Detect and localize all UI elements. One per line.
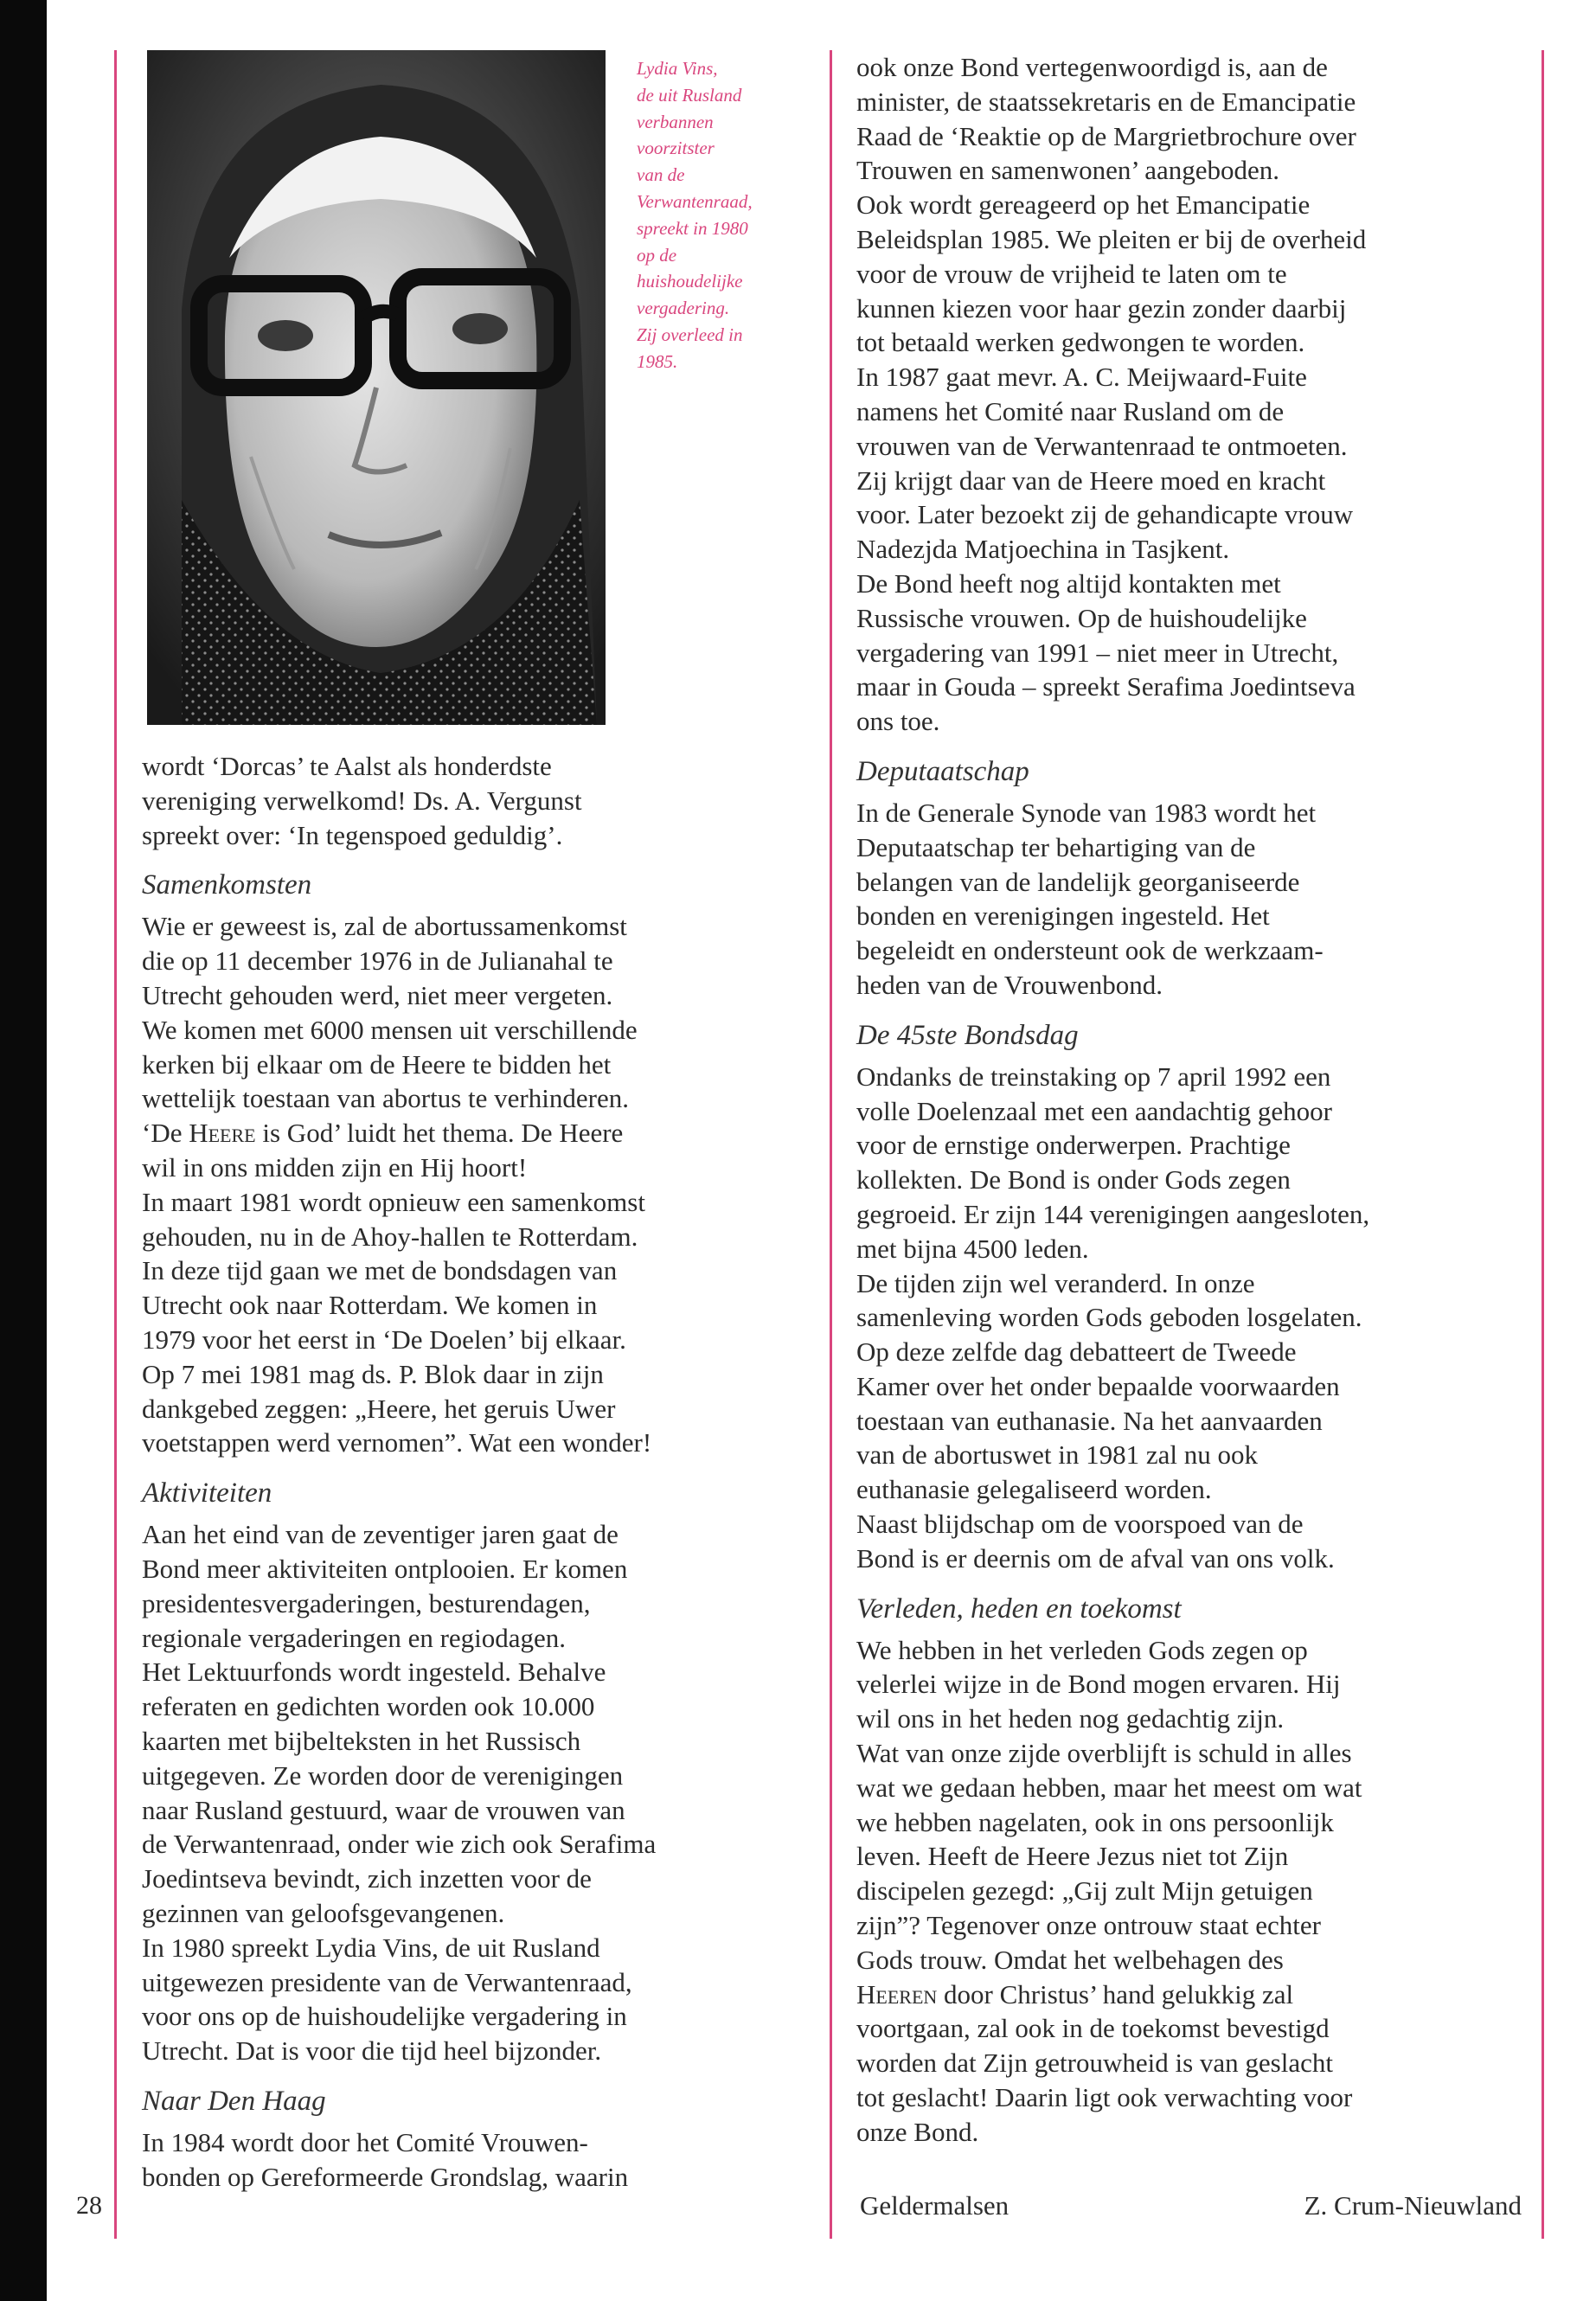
scan-edge (0, 0, 47, 2301)
thema-start: ‘De (142, 1118, 189, 1149)
text-line: Joedintseva bevindt, zich inzetten voor de (142, 1863, 592, 1894)
text-line: toestaan van euthanasie. Na het aanvaarden (856, 1405, 1323, 1436)
text-line: ons toe. (856, 706, 940, 737)
text-line: Nadezjda Matjoechina in Tasjkent. (856, 534, 1230, 565)
text-line: namens het Comité naar Rusland om de (856, 395, 1285, 426)
text-line: gehouden, nu in de Ahoy-hallen te Rotterdam. (142, 1221, 638, 1252)
text-line: Russische vrouwen. Op de huishoudelijke (856, 602, 1307, 633)
footer-author: Z. Crum-Nieuwland (1304, 2190, 1522, 2221)
heeren-small-caps: Heeren (856, 1978, 938, 2009)
text-line: Utrecht gehouden werd, niet meer vergeten. (142, 979, 613, 1010)
text-line: voor de ernstige onderwerpen. Prachtige (856, 1130, 1291, 1161)
text-line: wettelijk toestaan van abortus te verhinderen. (142, 1083, 629, 1114)
caption-line: Lydia Vins, (637, 58, 718, 79)
text-line: In 1980 spreekt Lydia Vins, de uit Rusland (142, 1932, 600, 1963)
text-line: onze Bond. (856, 2116, 979, 2147)
right-column (856, 50, 1522, 2150)
text-line: belangen van de landelijk georganiseerde (856, 866, 1300, 897)
text-line: De Bond heeft nog altijd kontakten met (856, 567, 1281, 599)
text-line: kerken bij elkaar om de Heere te bidden het (142, 1048, 612, 1080)
text-line: Ondanks de treinstaking op 7 april 1992 een (856, 1061, 1331, 1092)
text-line: Beleidsplan 1985. We pleiten er bij de overheid (856, 223, 1367, 254)
text-line: wat we gedaan hebben, maar het meest om wat (856, 1772, 1362, 1803)
text-line: Gods trouw. Omdat het welbehagen des (856, 1944, 1284, 1975)
text-line: voor ons op de huishoudelijke vergadering in (142, 2001, 627, 2032)
aktiviteiten-paragraph (142, 1517, 812, 2068)
text-line: In de Generale Synode van 1983 wordt het (856, 797, 1317, 828)
right-intro-paragraph (856, 50, 1522, 739)
text-line: velerlei wijze in de Bond mogen ervaren. Hij (856, 1669, 1341, 1700)
caption-line: op de (637, 244, 677, 266)
text-line: wordt ‘Dorcas’ te Aalst als honderdste (142, 751, 552, 781)
toekomst-paragraph (856, 1633, 1522, 2150)
text-line: referaten en gedichten worden ook 10.000 (142, 1691, 595, 1722)
column-divider-rule (830, 50, 832, 2239)
text-line: Op 7 mei 1981 mag ds. P. Blok daar in zijn (142, 1358, 604, 1389)
text-line: tot geslacht! Daarin ligt ook verwachting voor (856, 2082, 1353, 2113)
text-line: In 1987 gaat mevr. A. C. Meijwaard-Fuite (856, 362, 1307, 393)
text-line: naar Rusland gestuurd, waar de vrouwen van (142, 1794, 625, 1825)
text-line: volle Doelenzaal met een aandachtig gehoor (856, 1095, 1332, 1126)
caption-line: spreekt in 1980 (637, 217, 748, 239)
text-line: In maart 1981 wordt opnieuw een samenkomst (142, 1186, 645, 1217)
caption-line: de uit Rusland (637, 84, 742, 106)
text-line: kunnen kiezen voor haar gezin zonder daarbij (856, 292, 1347, 324)
portrait-photo (147, 50, 606, 725)
text-line (142, 1116, 812, 1150)
caption-line: huishoudelijke (637, 271, 743, 292)
thema-end: is God’ luidt het thema. De Heere (255, 1118, 624, 1149)
text-line: uitgegeven. Ze worden door de verenigingen (142, 1759, 624, 1791)
text-line: De tijden zijn wel veranderd. In onze (856, 1267, 1255, 1298)
text-line: voor de vrouw de vrijheid te laten om te (856, 258, 1287, 289)
section-heading-aktiviteiten: Aktiviteiten (142, 1477, 272, 1509)
deputaatschap-paragraph (856, 796, 1522, 1003)
text-line: voetstappen werd vernomen”. Wat een wonder! (142, 1427, 652, 1458)
text-line: Zij krijgt daar van de Heere moed en kracht (856, 465, 1326, 496)
text-line: we hebben nagelaten, ook in ons persoonlijk (856, 1806, 1334, 1837)
text-line: gezinnen van geloofsgevangenen. (142, 1897, 505, 1928)
caption-line: voorzitster (637, 138, 715, 159)
text-line: gegroeid. Er zijn 144 verenigingen aangesloten, (856, 1198, 1370, 1229)
caption-line: 1985. (637, 350, 678, 372)
text-line: regionale vergaderingen en regiodagen. (142, 1622, 567, 1653)
text-line: We komen met 6000 mensen uit verschillende (142, 1014, 638, 1045)
text-line: presidentesvergaderingen, besturendagen, (142, 1587, 591, 1618)
section-heading-deputaatschap: Deputaatschap (856, 755, 1029, 787)
text-line: leven. Heeft de Heere Jezus niet tot Zijn (856, 1841, 1289, 1872)
text-line: dankgebed zeggen: „Heere, het geruis Uwer (142, 1393, 616, 1424)
section-heading-bondsdag: De 45ste Bondsdag (856, 1019, 1079, 1051)
section-heading-samenkomsten: Samenkomsten (142, 869, 312, 901)
caption-line: van de (637, 164, 685, 186)
text-line: vergadering van 1991 – niet meer in Utrecht, (856, 637, 1339, 668)
section-heading-toekomst: Verleden, heden en toekomst (856, 1593, 1182, 1625)
text-line: Wie er geweest is, zal de abortussamenkomst (142, 911, 627, 942)
text-line: Utrecht ook naar Rotterdam. We komen in (142, 1290, 598, 1321)
footer-place: Geldermalsen (860, 2190, 1010, 2221)
text-line: Deputaatschap ter behartiging van de (856, 831, 1256, 862)
text-line: kollekten. De Bond is onder Gods zegen (856, 1164, 1291, 1195)
text-line: van de abortuswet in 1981 zal nu ook (856, 1439, 1259, 1471)
text-line: begeleidt en ondersteunt ook de werkzaam- (856, 935, 1324, 966)
text-line: Aan het eind van de zeventiger jaren gaat de (142, 1519, 619, 1550)
text-line: voor. Later bezoekt zij de gehandicapte vrouw (856, 499, 1354, 530)
text-line: kaarten met bijbelteksten in het Russisch (142, 1725, 581, 1756)
text-line: minister, de staatssekretaris en de Emancipatie (856, 86, 1356, 117)
text-line: In 1984 wordt door het Comité Vrouwen- (142, 2126, 588, 2157)
text-line: Ook wordt gereageerd op het Emancipatie (856, 189, 1311, 221)
text-line: vereniging verwelkomd! Ds. A. Vergunst (142, 785, 582, 816)
text-line: wil in ons midden zijn en Hij hoort! (142, 1151, 528, 1183)
text-line: We hebben in het verleden Gods zegen op (856, 1634, 1308, 1665)
section-heading-naar-den-haag: Naar Den Haag (142, 2085, 326, 2117)
text-line: Wat van onze zijde overblijft is schuld in alles (856, 1738, 1352, 1769)
text-line: de Verwantenraad, onder wie zich ook Serafima (142, 1829, 657, 1860)
text-line: spreekt over: ‘In tegenspoed geduldig’. (142, 819, 563, 850)
heeren-rest: door Christus’ hand gelukkig zal (937, 1978, 1294, 2009)
text-line: Raad de ‘Reaktie op de Margrietbrochure over (856, 120, 1356, 151)
samenkomsten-paragraph (142, 909, 812, 1460)
text-line: samenleving worden Gods geboden losgelaten. (856, 1302, 1362, 1333)
text-line: 1979 voor het eerst in ‘De Doelen’ bij elkaar. (142, 1324, 626, 1355)
text-line: zijn”? Tegenover onze ontrouw staat echter (856, 1910, 1321, 1941)
text-line: Bond is er deernis om de afval van ons volk. (856, 1542, 1335, 1574)
text-line: maar in Gouda – spreekt Serafima Joedintseva (856, 671, 1356, 702)
bondsdag-paragraph (856, 1060, 1522, 1576)
text-line: Op deze zelfde dag debatteert de Tweede (856, 1336, 1297, 1368)
text-line: bonden op Gereformeerde Grondslag, waarin (142, 2161, 629, 2192)
text-line: heden van de Vrouwenbond. (856, 969, 1163, 1000)
caption-line: Zij overleed in (637, 324, 743, 345)
page-number: 28 (76, 2191, 102, 2220)
text-line: ook onze Bond vertegenwoordigd is, aan de (856, 52, 1328, 82)
text-line: Bond meer aktiviteiten ontplooien. Er komen (142, 1553, 628, 1584)
left-column (142, 749, 812, 2194)
caption-line: vergadering. (637, 298, 730, 319)
text-line: Naast blijdschap om de voorspoed van de (856, 1509, 1304, 1540)
text-line: vrouwen van de Verwantenraad te ontmoeten. (856, 430, 1348, 461)
text-line: wil ons in het heden nog gedachtig zijn. (856, 1703, 1285, 1734)
text-line: In deze tijd gaan we met de bondsdagen van (142, 1255, 618, 1286)
photo-caption (637, 55, 797, 375)
text-line: bonden en verenigingen ingesteld. Het (856, 901, 1270, 932)
text-line: Trouwen en samenwonen’ aangeboden. (856, 155, 1279, 186)
caption-line: Verwantenraad, (637, 190, 753, 212)
right-margin-rule (1542, 50, 1544, 2239)
text-line: voortgaan, zal ook in de toekomst bevestigd (856, 2013, 1330, 2044)
text-line: discipelen gezegd: „Gij zult Mijn getuigen (856, 1875, 1313, 1907)
naar-den-haag-paragraph (142, 2125, 812, 2195)
portrait-illustration (147, 50, 606, 725)
text-line: worden dat Zijn getrouwheid is van geslacht (856, 2048, 1333, 2079)
heere-small-caps: Heere (189, 1118, 256, 1149)
text-line (856, 1977, 1522, 2012)
text-line: Kamer over het onder bepaalde voorwaarden (856, 1370, 1340, 1401)
text-line: uitgewezen presidente van de Verwantenraad, (142, 1966, 632, 1997)
text-line: met bijna 4500 leden. (856, 1233, 1089, 1264)
text-line: Utrecht. Dat is voor die tijd heel bijzonder. (142, 2035, 602, 2067)
caption-line: verbannen (637, 111, 714, 132)
text-line: tot betaald werken gedwongen te worden. (856, 327, 1305, 358)
text-line: die op 11 december 1976 in de Julianahal te (142, 945, 613, 977)
text-line: Het Lektuurfonds wordt ingesteld. Behalve (142, 1657, 606, 1688)
intro-paragraph (142, 749, 812, 852)
text-line: euthanasie gelegaliseerd worden. (856, 1474, 1212, 1505)
left-margin-rule (114, 50, 117, 2239)
